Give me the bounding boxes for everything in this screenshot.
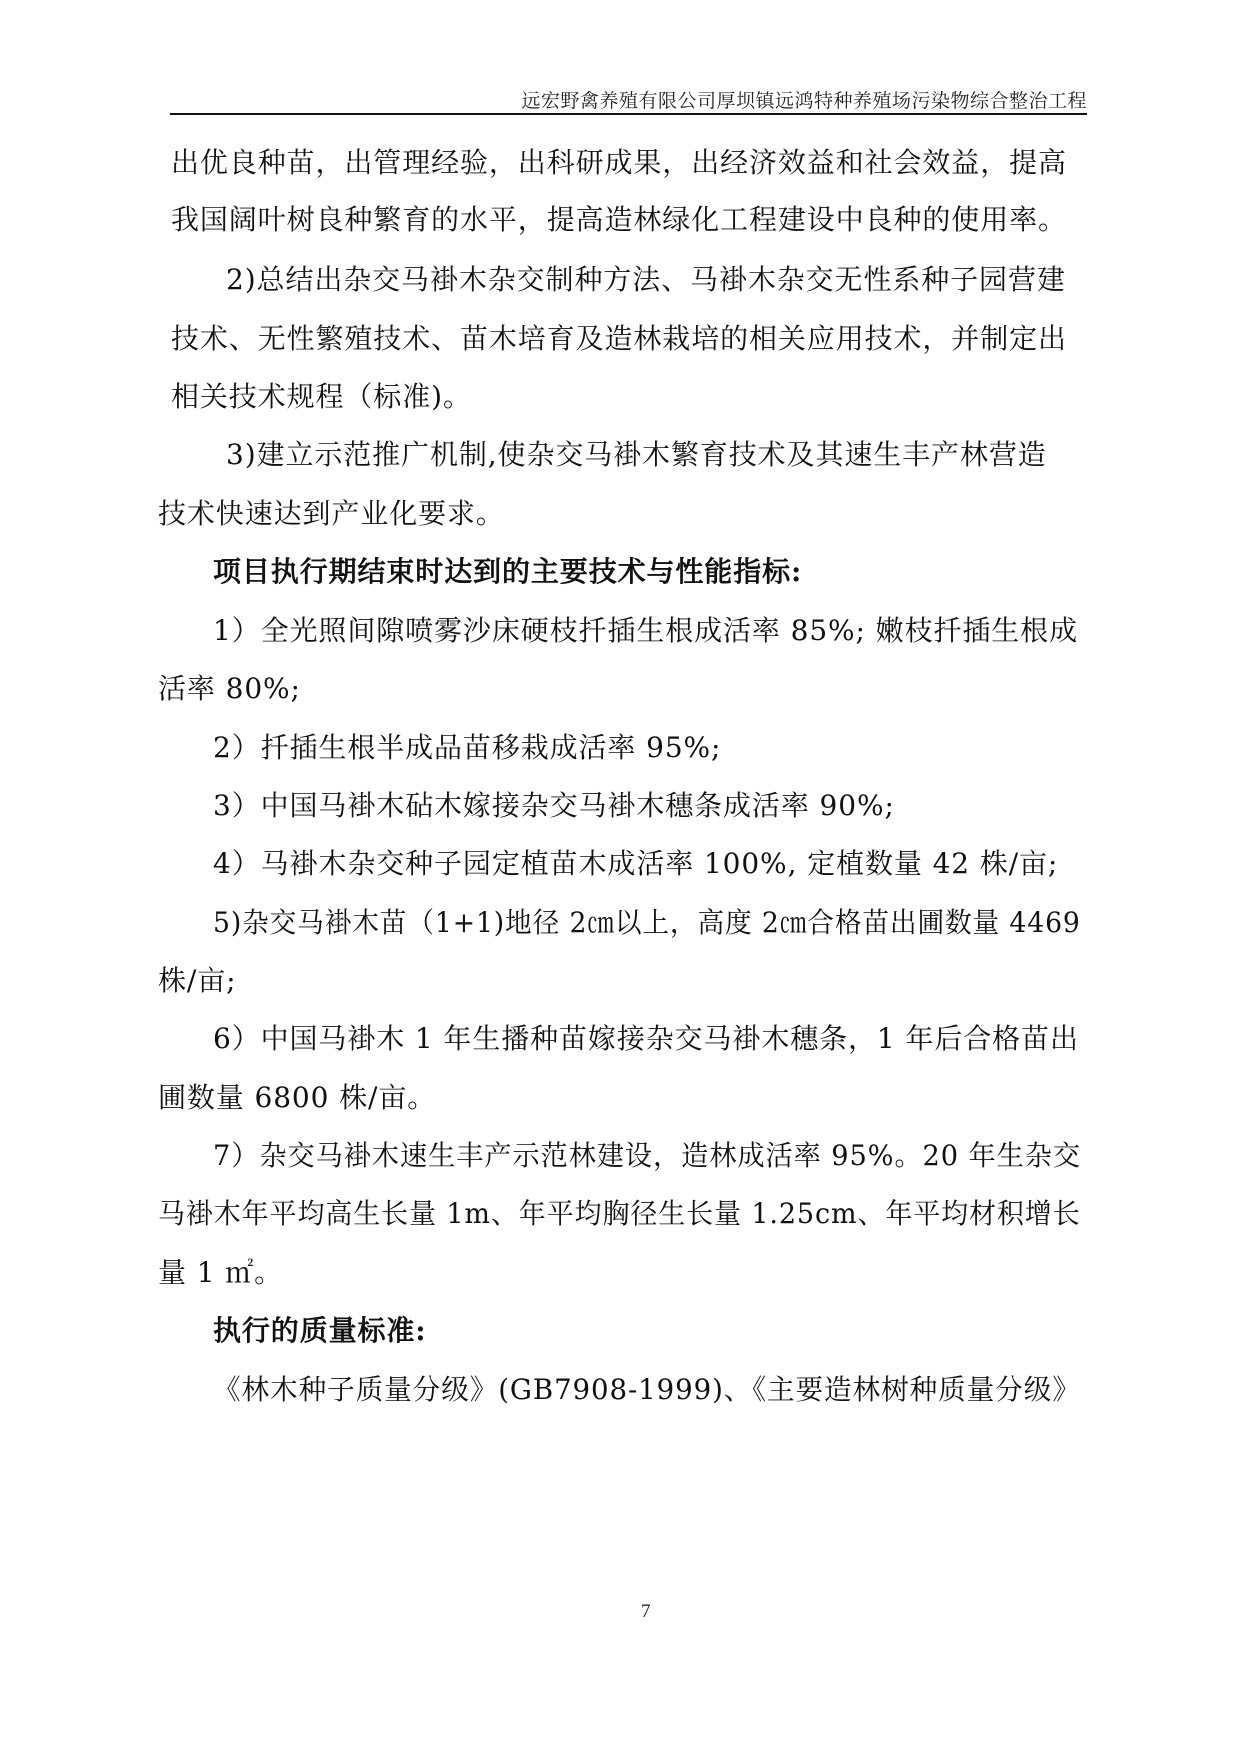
- page-number: 7: [641, 1601, 651, 1622]
- text-line: 活率 80%;: [158, 672, 301, 705]
- text-line: 6）中国马褂木 1 年生播种苗嫁接杂交马褂木穗条，1 年后合格苗出: [213, 1022, 1079, 1055]
- text-line: 《林木种子质量分级》(GB7908-1999)、《主要造林树种质量分级》: [213, 1373, 1081, 1406]
- text-line: 5)杂交马褂木苗（1+1)地径 2㎝以上，高度 2㎝合格苗出圃数量 4469: [213, 906, 1081, 939]
- text-line: 马褂木年平均高生长量 1m、年平均胸径生长量 1.25cm、年平均材积增长: [158, 1197, 1081, 1230]
- text-line: 株/亩;: [158, 964, 237, 997]
- text-line: 7）杂交马褂木速生丰产示范林建设，造林成活率 95%。20 年生杂交: [213, 1139, 1082, 1172]
- text-line: 技术快速达到产业化要求。: [158, 497, 505, 530]
- text-line: 出优良种苗，出管理经验，出科研成果，出经济效益和社会效益，提高: [171, 146, 1067, 179]
- header-divider: [170, 113, 1087, 115]
- section-heading: 执行的质量标准:: [213, 1314, 427, 1347]
- text-line: 4）马褂木杂交种子园定植苗木成活率 100%, 定植数量 42 株/亩;: [213, 847, 1059, 880]
- text-line: 我国阔叶树良种繁育的水平，提高造林绿化工程建设中良种的使用率。: [171, 203, 1067, 236]
- text-line: 圃数量 6800 株/亩。: [158, 1081, 437, 1114]
- section-heading: 项目执行期结束时达到的主要技术与性能指标:: [213, 555, 803, 588]
- header-title: 远宏野禽养殖有限公司厚坝镇远鸿特种养殖场污染物综合整治工程: [521, 90, 1087, 112]
- text-line: 3）中国马褂木砧木嫁接杂交马褂木穗条成活率 90%;: [213, 789, 895, 822]
- text-line: 2)总结出杂交马褂木杂交制种方法、马褂木杂交无性系种子园营建: [226, 263, 1066, 296]
- text-line: 3)建立示范推广机制,使杂交马褂木繁育技术及其速生丰产林营造: [226, 438, 1047, 471]
- text-line: 1）全光照间隙喷雾沙床硬枝扦插生根成活率 85%; 嫩枝扦插生根成: [213, 614, 1078, 647]
- text-line: 相关技术规程（标准)。: [171, 380, 472, 413]
- text-line: 量 1 ㎡。: [158, 1256, 284, 1289]
- text-line: 2）扦插生根半成品苗移栽成活率 95%;: [213, 731, 722, 764]
- text-line: 技术、无性繁殖技术、苗木培育及造林栽培的相关应用技术，并制定出: [171, 322, 1067, 355]
